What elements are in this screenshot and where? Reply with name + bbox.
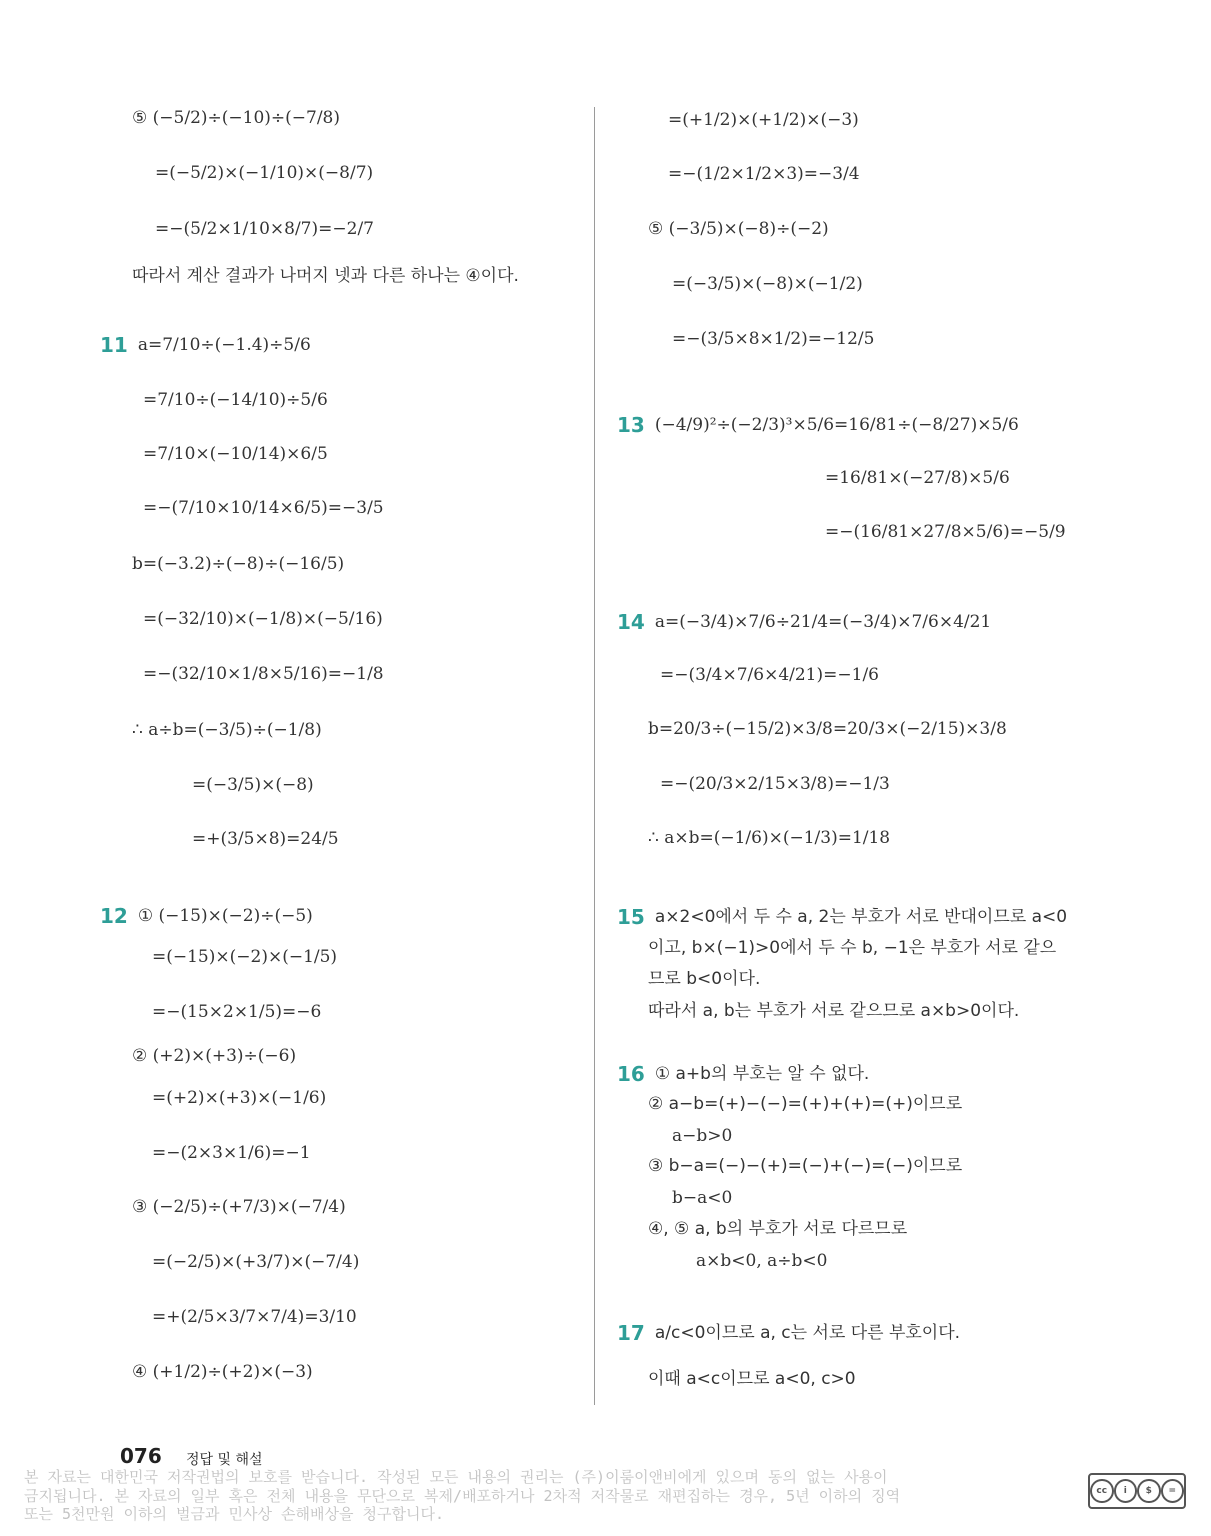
equation-text: ⑤ (−3/5)×(−8)÷(−2) xyxy=(648,219,829,239)
nd-icon: = xyxy=(1161,1479,1185,1503)
equation-text: ② (+2)×(+3)÷(−6) xyxy=(132,1046,297,1066)
problem-number: 15 xyxy=(617,905,645,929)
solution-line xyxy=(143,392,328,409)
solution-line xyxy=(192,831,339,848)
problem-12 xyxy=(100,906,313,926)
solution-line xyxy=(143,446,328,463)
page-number: 076 xyxy=(120,1444,162,1468)
equation-text: ④ (+1/2)÷(+2)×(−3) xyxy=(132,1362,313,1382)
solution-line xyxy=(143,611,383,628)
equation-text: =(+2)×(+3)×(−1/6) xyxy=(152,1088,327,1108)
explanation-text: ② a−b=(+)−(−)=(+)+(+)=(+)이므로 xyxy=(648,1094,963,1114)
equation-text: a−b>0 xyxy=(672,1126,733,1146)
explanation-text: 므로 b<0이다. xyxy=(648,969,761,989)
solution-line xyxy=(672,331,874,348)
equation-text: b−a<0 xyxy=(672,1188,733,1208)
solution-line xyxy=(132,110,340,127)
solution-line xyxy=(132,556,344,573)
by-icon: i xyxy=(1114,1479,1138,1503)
solution-line xyxy=(648,971,760,988)
equation-text: ③ (−2/5)÷(+7/3)×(−7/4) xyxy=(132,1197,346,1217)
solution-line xyxy=(825,470,1010,487)
copyright-line: 본 자료는 대한민국 저작권법의 보호를 받습니다. 작성된 모든 내용의 권리는 (주)이룸이앤비에게 있으며 동의 없는 사용이 xyxy=(24,1468,888,1486)
solution-line xyxy=(152,1309,357,1326)
solution-line xyxy=(648,940,1056,957)
solution-line xyxy=(648,1221,907,1238)
solution-line xyxy=(648,1003,1019,1020)
solution-line xyxy=(660,776,890,793)
solution-line xyxy=(155,221,374,238)
problem-11 xyxy=(100,335,311,355)
equation-text: ① (−15)×(−2)÷(−5) xyxy=(137,905,313,926)
equation-text: =(−3/5)×(−8) xyxy=(192,775,314,795)
problem-15 xyxy=(617,907,1067,927)
equation-text: =−(32/10×1/8×5/16)=−1/8 xyxy=(143,664,384,684)
explanation-text: 따라서 a, b는 부호가 서로 같으므로 a×b>0이다. xyxy=(648,1001,1020,1021)
problem-14 xyxy=(617,612,991,632)
solution-line xyxy=(143,666,384,683)
solution-line xyxy=(152,1254,359,1271)
explanation-text: a×2<0에서 두 수 a, 2는 부호가 서로 반대이므로 a<0 xyxy=(654,906,1068,927)
equation-text: =(−2/5)×(+3/7)×(−7/4) xyxy=(152,1252,360,1272)
solution-line xyxy=(648,1158,962,1175)
equation-text: a=(−3/4)×7/6÷21/4=(−3/4)×7/6×4/21 xyxy=(654,611,992,632)
copyright-line: 또는 5천만원 이하의 벌금과 민사상 손해배상을 청구합니다. xyxy=(24,1505,445,1523)
solution-line xyxy=(648,830,890,847)
equation-text: =−(2×3×1/6)=−1 xyxy=(152,1143,311,1163)
explanation-text: 이때 a<c이므로 a<0, c>0 xyxy=(648,1369,856,1389)
equation-text: =+(3/5×8)=24/5 xyxy=(192,829,339,849)
equation-text: =(−5/2)×(−1/10)×(−8/7) xyxy=(155,163,374,183)
explanation-text: 따라서 계산 결과가 나머지 넷과 다른 하나는 ④이다. xyxy=(132,266,519,286)
cc-icon: cc xyxy=(1090,1479,1114,1503)
equation-text: =−(20/3×2/15×3/8)=−1/3 xyxy=(660,774,890,794)
solution-line xyxy=(672,1128,732,1145)
equation-text: =(+1/2)×(+1/2)×(−3) xyxy=(668,110,859,130)
equation-text: ⑤ (−5/2)÷(−10)÷(−7/8) xyxy=(132,108,341,128)
solution-line xyxy=(132,722,322,739)
copyright-line: 금지됩니다. 본 자료의 일부 혹은 전체 내용을 무단으로 복제/배포하거나 2차적 저작물로 재편집하는 경우, 5년 이하의 징역 xyxy=(24,1487,901,1505)
problem-17 xyxy=(617,1323,960,1343)
equation-text: =−(1/2×1/2×3)=−3/4 xyxy=(668,164,860,184)
equation-text: =+(2/5×3/7×7/4)=3/10 xyxy=(152,1307,357,1327)
explanation-text: 이고, b×(−1)>0에서 두 수 b, −1은 부호가 서로 같으 xyxy=(648,938,1057,958)
equation-text: b=20/3÷(−15/2)×3/8=20/3×(−2/15)×3/8 xyxy=(648,719,1007,739)
solution-line xyxy=(152,1004,321,1021)
explanation-text: ③ b−a=(−)−(+)=(−)+(−)=(−)이므로 xyxy=(648,1156,963,1176)
solution-line xyxy=(132,1199,346,1216)
solution-line xyxy=(660,667,879,684)
solution-line xyxy=(152,1145,311,1162)
equation-text: ∴ a÷b=(−3/5)÷(−1/8) xyxy=(132,720,322,740)
equation-text: b=(−3.2)÷(−8)÷(−16/5) xyxy=(132,554,345,574)
solution-line xyxy=(696,1253,827,1270)
equation-text: =7/10×(−10/14)×6/5 xyxy=(143,444,328,464)
solution-line xyxy=(648,1371,856,1388)
problem-number: 17 xyxy=(617,1321,645,1345)
solution-line xyxy=(825,524,1066,541)
equation-text: =−(3/5×8×1/2)=−12/5 xyxy=(672,329,875,349)
solution-line xyxy=(668,112,859,129)
equation-text: =−(16/81×27/8×5/6)=−5/9 xyxy=(825,522,1066,542)
explanation-text: a/c<0이므로 a, c는 서로 다른 부호이다. xyxy=(654,1322,961,1343)
problem-number: 14 xyxy=(617,610,645,634)
solution-line xyxy=(152,1090,326,1107)
equation-text: a×b<0, a÷b<0 xyxy=(696,1251,828,1271)
problem-number: 16 xyxy=(617,1062,645,1086)
solution-line xyxy=(672,276,863,293)
solution-line xyxy=(648,221,829,238)
problem-13 xyxy=(617,415,1019,435)
solution-line xyxy=(132,1048,296,1065)
cc-license-badge xyxy=(1088,1473,1186,1509)
solution-line xyxy=(155,165,373,182)
equation-text: =−(3/4×7/6×4/21)=−1/6 xyxy=(660,665,879,685)
problem-number: 11 xyxy=(100,333,128,357)
solution-line xyxy=(143,500,384,517)
equation-text: ∴ a×b=(−1/6)×(−1/3)=1/18 xyxy=(648,828,891,848)
solution-line xyxy=(192,777,314,794)
equation-text: =−(5/2×1/10×8/7)=−2/7 xyxy=(155,219,374,239)
solution-line xyxy=(668,166,860,183)
problem-16 xyxy=(617,1064,869,1084)
explanation-text: ① a+b의 부호는 알 수 없다. xyxy=(654,1063,870,1084)
equation-text: =16/81×(−27/8)×5/6 xyxy=(825,468,1010,488)
solution-line xyxy=(648,1096,962,1113)
equation-text: =(−15)×(−2)×(−1/5) xyxy=(152,947,338,967)
solution-line xyxy=(132,1364,313,1381)
column-divider xyxy=(594,107,595,1405)
equation-text: =(−3/5)×(−8)×(−1/2) xyxy=(672,274,863,294)
solution-line xyxy=(152,949,337,966)
problem-number: 12 xyxy=(100,904,128,928)
equation-text: =−(7/10×10/14×6/5)=−3/5 xyxy=(143,498,384,518)
explanation-text: ④, ⑤ a, b의 부호가 서로 다르므로 xyxy=(648,1219,908,1239)
solution-line xyxy=(132,268,519,285)
solution-line xyxy=(648,721,1007,738)
equation-text: =(−32/10)×(−1/8)×(−5/16) xyxy=(143,609,383,629)
nc-icon: $ xyxy=(1137,1479,1161,1503)
problem-number: 13 xyxy=(617,413,645,437)
equation-text: =−(15×2×1/5)=−6 xyxy=(152,1002,322,1022)
solution-line xyxy=(672,1190,732,1207)
equation-text: (−4/9)²÷(−2/3)³×5/6=16/81÷(−8/27)×5/6 xyxy=(654,414,1019,435)
equation-text: =7/10÷(−14/10)÷5/6 xyxy=(143,390,328,410)
equation-text: a=7/10÷(−1.4)÷5/6 xyxy=(137,334,311,355)
section-label: 정답 및 해설 xyxy=(186,1452,263,1468)
